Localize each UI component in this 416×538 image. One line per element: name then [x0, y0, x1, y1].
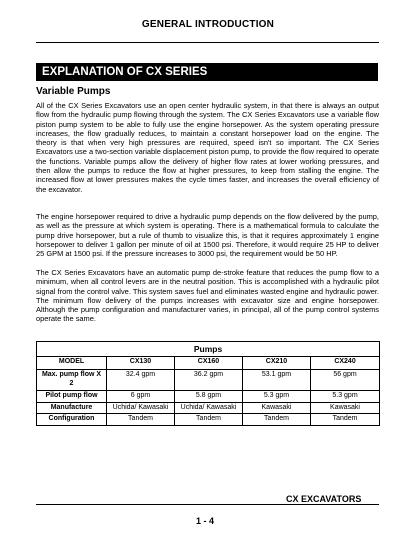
- table-cell: 5.8 gpm: [175, 391, 243, 403]
- subsection-title: Variable Pumps: [36, 86, 111, 97]
- table-cell: Tandem: [311, 414, 380, 426]
- table-row: [37, 402, 380, 414]
- table-cell: 5.3 gpm: [311, 391, 380, 403]
- page-header-title: GENERAL INTRODUCTION: [141, 19, 275, 30]
- table-cell: Tandem: [175, 414, 243, 426]
- table-row: [37, 370, 380, 391]
- table-cell: Tandem: [107, 414, 175, 426]
- table-cell: 53.1 gpm: [243, 370, 311, 391]
- pumps-table: [36, 341, 379, 426]
- table-cell: Kawasaki: [311, 402, 380, 414]
- column-header: CX240: [311, 357, 380, 370]
- table-cell: 5.3 gpm: [243, 391, 311, 403]
- table-cell: Kawasaki: [243, 402, 311, 414]
- row-label: Manufacture: [37, 402, 107, 414]
- paragraph-open-center: All of the CX Series Excavators use an open center hydraulic system, in that there is always an output flow from the hydraulic pump flowing through the system. The CX Series Excavators use a variable flow piston pump system to be able to fully use the engine horsepower. As the system operating pressure increases, the flow gradually reduces, to maintain a constant horsepower load on the engine. The theory is that when very high pressures are required, speed isn't so important. The CX Series Excavators use a two-section variable displacement piston pump, to provide the flow required to operate the functions. Variable pumps allow the delivery of higher flow rates at lower working pressures, and then allow the pumps to reduce the flow at higher pressures, to keep from stalling the engine. The increased flow at lower pressures makes the cycle times faster, and increases the overall efficiency of the excavator.: [36, 101, 379, 194]
- column-header: MODEL: [37, 357, 107, 370]
- table-caption: Pumps: [37, 342, 380, 357]
- table-cell: Uchida/ Kawasaki: [175, 402, 243, 414]
- footer-divider: [36, 504, 379, 505]
- header-divider: [36, 42, 379, 43]
- table-header-row: [37, 357, 380, 370]
- section-title: EXPLANATION OF CX SERIES: [36, 63, 378, 81]
- column-header: CX210: [243, 357, 311, 370]
- table-cell: 32.4 gpm: [107, 370, 175, 391]
- table-cell: 56 gpm: [311, 370, 380, 391]
- table-row: [37, 391, 380, 403]
- row-label: Pilot pump flow: [37, 391, 107, 403]
- column-header: CX160: [175, 357, 243, 370]
- paragraph-destroke: The CX Series Excavators have an automatic pump de-stroke feature that reduces the pump flow to a minimum, when all control levers are in the neutral position. This is accomplished with a hydraulic pilot signal from the control valve. This system saves fuel and eliminates wasted engine and hydraulic power. The minimum flow delivery of the pumps increases with excavator size and engine horsepower. Although the pump configuration and manufacturer varies, in principal, all of the pump control systems operate the same.: [36, 268, 379, 324]
- table-cell: 36.2 gpm: [175, 370, 243, 391]
- table-row: [37, 414, 380, 426]
- column-header: CX130: [107, 357, 175, 370]
- page-number: 1 - 4: [196, 516, 215, 526]
- paragraph-horsepower: The engine horsepower required to drive a hydraulic pump depends on the flow delivered by the pump, as well as the pressure at which system is operating. There is a mathematical formula to calculate the pump drive horsepower, but a rule of thumb to visualize this, is that it requires approximately 1 engine horsepower to deliver 1 gallon per minute of oil at 1500 psi. Therefore, it would require 25 HP to deliver 25 GPM at 1500 psi. If the pressure increases to 3000 psi, the requirement would be 50 HP.: [36, 212, 379, 259]
- footer-title: CX EXCAVATORS: [286, 494, 362, 504]
- row-label: Configuration: [37, 414, 107, 426]
- table-cell: Tandem: [243, 414, 311, 426]
- table-cell: 6 gpm: [107, 391, 175, 403]
- row-label: Max. pump flow X 2: [37, 370, 107, 391]
- table-cell: Uchida/ Kawasaki: [107, 402, 175, 414]
